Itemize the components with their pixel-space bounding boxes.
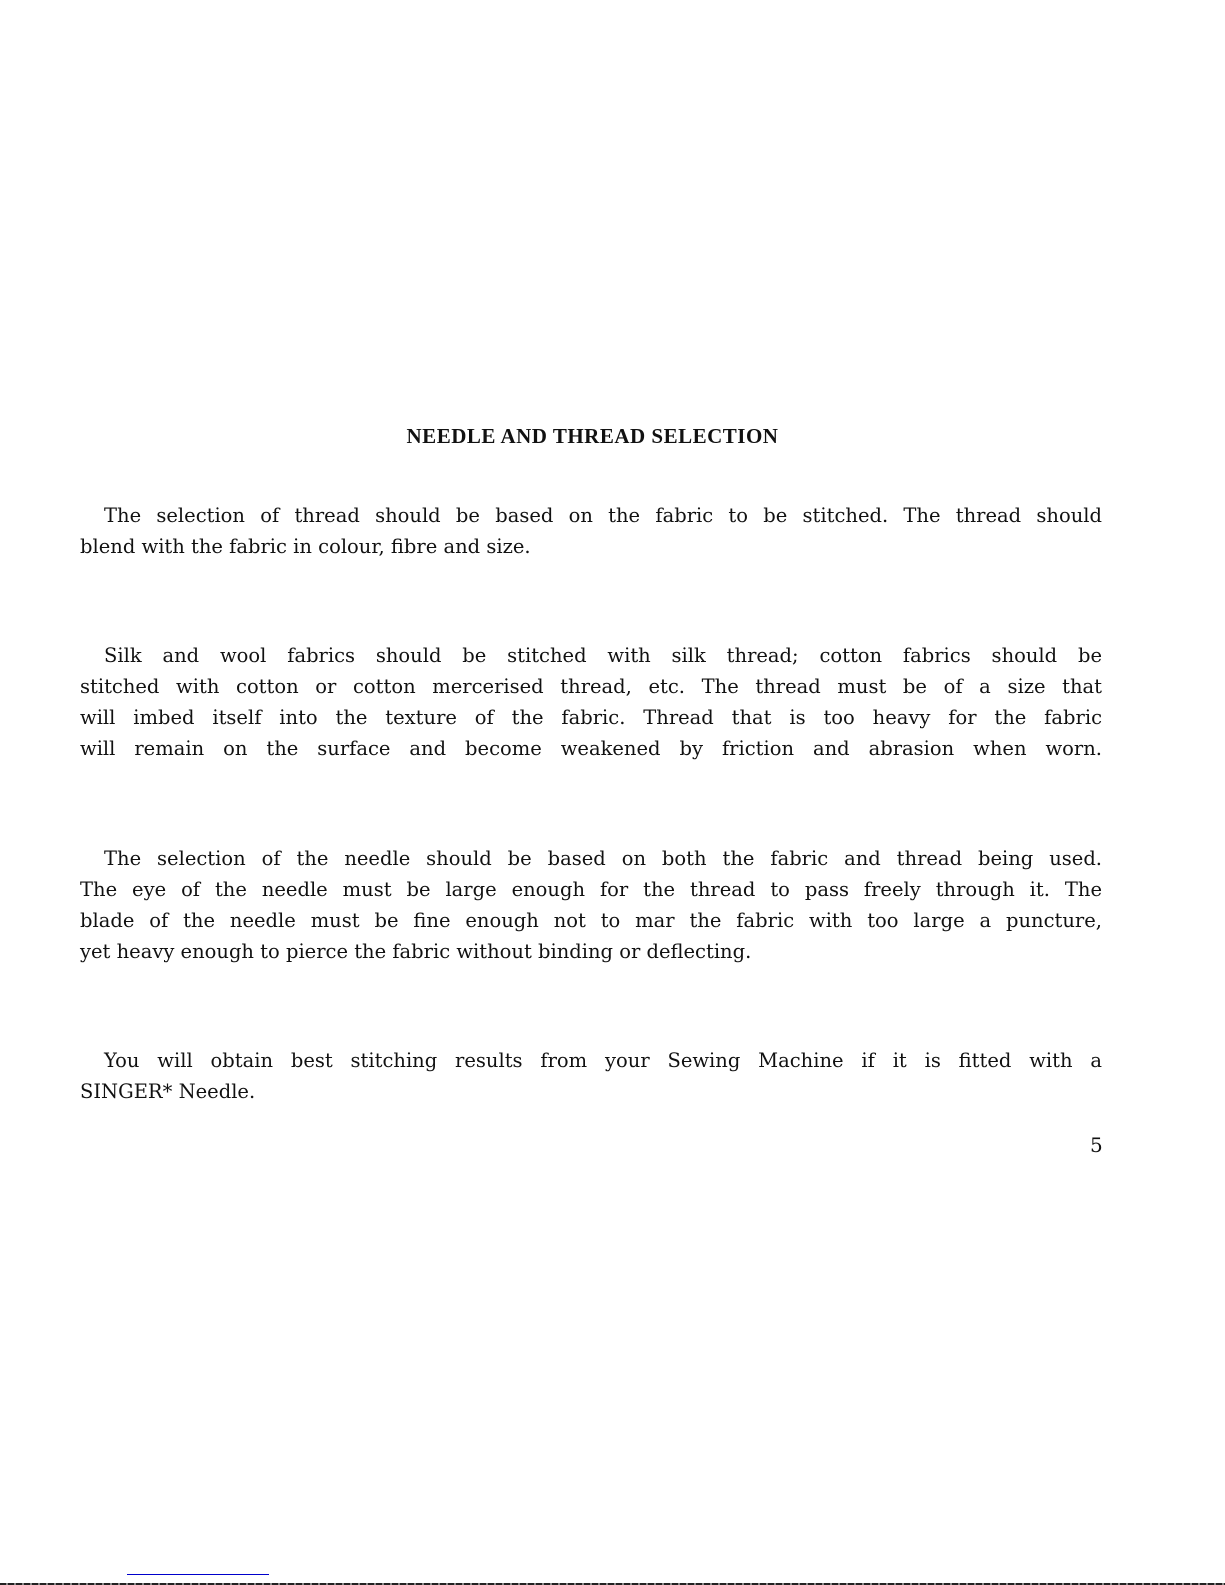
- text-line: SINGER* Needle.: [80, 1080, 256, 1103]
- text-line: You will obtain best stitching results from your Sewing Machine if it is fitted with a: [104, 1049, 1102, 1072]
- text-line: The selection of thread should be based on the fabric to be stitched. The thread should: [104, 504, 1102, 527]
- text-line: will imbed itself into the texture of the fabric. Thread that is too heavy for the fabric: [80, 706, 1102, 729]
- text-line: will remain on the surface and become weakened by friction and abrasion when worn.: [80, 737, 1102, 760]
- paragraph-singer-needle: [80, 1045, 1102, 1107]
- paragraph-thread-selection: [80, 500, 1102, 562]
- text-line: stitched with cotton or cotton mercerised thread, etc. The thread must be of a size that: [80, 675, 1102, 698]
- text-line: yet heavy enough to pierce the fabric without binding or deflecting.: [80, 940, 752, 963]
- text-line: blade of the needle must be fine enough not to mar the fabric with too large a puncture,: [80, 909, 1102, 932]
- paragraph-needle-selection: [80, 843, 1102, 967]
- text-line: The selection of the needle should be based on both the fabric and thread being used.: [104, 847, 1102, 870]
- page-title: NEEDLE AND THREAD SELECTION: [406, 424, 779, 448]
- text-line: blend with the fabric in colour, fibre and size.: [80, 535, 531, 558]
- text-line: Silk and wool fabrics should be stitched with silk thread; cotton fabrics should be: [104, 644, 1102, 667]
- page-number: 5: [1090, 1133, 1103, 1157]
- blue-underline-divider: [127, 1574, 269, 1575]
- paragraph-fabric-thread: [80, 640, 1102, 764]
- text-line: The eye of the needle must be large enough for the thread to pass freely through it. The: [80, 878, 1102, 901]
